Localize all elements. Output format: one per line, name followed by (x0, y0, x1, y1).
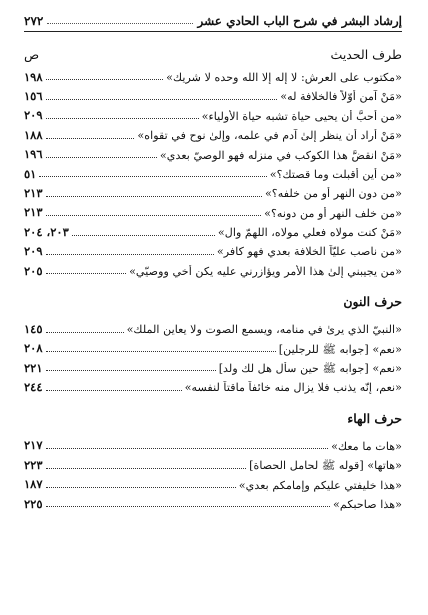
dot-leader (46, 138, 135, 139)
index-section (24, 294, 402, 395)
page-reference: ٢٠٩ (24, 108, 43, 123)
dot-leader (46, 332, 124, 333)
hadith-incipit: «مَنْ آمن أوّلاً فالخلافة له» (280, 90, 402, 104)
book-title: إرشاد البشر في شرح الباب الحادي عشر (197, 14, 402, 28)
dot-leader (46, 118, 199, 119)
hadith-incipit: «من دون النهر أو من خلفه؟» (264, 187, 402, 201)
dot-leader (46, 99, 278, 100)
dot-leader (46, 448, 329, 449)
hadith-incipit: «مكتوب على العرش: لا إله إلا الله وحده لا شريك» (166, 70, 402, 84)
hadith-incipit: «النبيّ الذي يرىٰ في منامه، ويسمع الصوت ولا يعاين الملك» (126, 323, 402, 337)
index-entry (24, 201, 402, 220)
dot-leader (46, 79, 164, 80)
index-entry (24, 162, 402, 181)
hadith-incipit: «من أين أقبلت وما قصتك؟» (269, 167, 402, 181)
index-section (24, 65, 402, 278)
page-reference: ٢٠٩ (24, 244, 43, 259)
hadith-incipit: «نعم» [جوابه ﷺ حين سأل هل لك ولد] (218, 362, 402, 376)
index-entry (24, 375, 402, 394)
hadith-incipit: «من أحبَّ أن يحيى حياة تشبه حياة الأولياء» (201, 109, 402, 123)
page-reference: ٥١ (24, 166, 37, 181)
dot-leader (46, 370, 216, 371)
page-reference: ١٩٨ (24, 69, 43, 84)
hadith-incipit: «مَنْ انقضَّ هذا الكوكب في منزله فهو الوصيّ بعدي» (159, 148, 402, 162)
page-column-label: ص (24, 47, 40, 62)
index-entry (24, 84, 402, 103)
index-section (24, 411, 402, 512)
running-header (24, 0, 402, 32)
hadith-incipit: «من ناصب عليّاً الخلافة بعدي فهو كافر» (216, 245, 402, 259)
dot-leader (39, 176, 266, 177)
index-entry (24, 492, 402, 511)
header-dot-leader (47, 23, 193, 24)
hadith-incipit: «مَنْ أراد أن ينظر إلىٰ آدم في علمه، وإلىٰ نوح في تقواه» (137, 129, 402, 143)
index-entry (24, 65, 402, 84)
column-headings (24, 47, 402, 65)
hadith-incipit: «نعم» [جوابه ﷺ للرجلين] (278, 342, 402, 356)
hadith-incipit: «من يجيبني إلىٰ هذا الأمر ويؤازرني عليه يكن أخي ووصيّي» (129, 264, 402, 278)
index-entry (24, 220, 402, 239)
page-reference: ٢٤٤ (24, 380, 43, 395)
index-entry (24, 181, 402, 200)
page-reference: ١٨٨ (24, 127, 43, 142)
page-reference: ٢١٣ (24, 185, 43, 200)
page-reference: ١٩٦ (24, 147, 43, 162)
page-reference: ١٤٥ (24, 321, 43, 336)
index-entry (24, 317, 402, 336)
hadith-incipit: «مَنْ كنت مولاه فعلي مولاه، اللهمّ وال» (217, 226, 402, 240)
index-entry (24, 123, 402, 142)
dot-leader (46, 390, 182, 391)
page-reference: ٢١٧ (24, 438, 43, 453)
hadith-incipit: «من خلف النهر أو من دونه؟» (264, 206, 402, 220)
index-body (24, 65, 402, 511)
hadith-incipit: «هاتها» [قوله ﷺ لحامل الحصاة] (249, 459, 402, 473)
page-reference: ٢٠٣، ٢٠٤ (24, 224, 69, 239)
index-entry (24, 337, 402, 356)
index-entry (24, 259, 402, 278)
page-reference: ٢٠٨ (24, 341, 43, 356)
index-entry (24, 240, 402, 259)
dot-leader (46, 196, 262, 197)
index-entry (24, 434, 402, 453)
page-number: ٢٧٢ (24, 14, 44, 28)
index-entry (24, 104, 402, 123)
hadith-incipit: «هذا صاحبكم» (333, 497, 402, 511)
term-column-label: طرف الحديث (330, 47, 402, 62)
dot-leader (46, 487, 236, 488)
dot-leader (46, 157, 157, 158)
index-entry (24, 473, 402, 492)
page-reference: ٢٢٥ (24, 496, 43, 511)
dot-leader (72, 235, 215, 236)
hadith-incipit: «هذا خليفتي عليكم وإمامكم بعدي» (238, 478, 402, 492)
page-reference: ٢١٣ (24, 205, 43, 220)
dot-leader (46, 254, 214, 255)
section-title: حرف النون (343, 294, 402, 310)
dot-leader (46, 273, 127, 274)
page-reference: ٢٠٥ (24, 263, 43, 278)
hadith-incipit: «هات ما معك» (331, 439, 402, 453)
page-reference: ٢٢١ (24, 360, 43, 375)
index-entry (24, 143, 402, 162)
page-reference: ١٥٦ (24, 88, 43, 103)
index-entry (24, 356, 402, 375)
section-title: حرف الهاء (347, 410, 402, 426)
dot-leader (46, 215, 262, 216)
dot-leader (46, 351, 276, 352)
dot-leader (46, 506, 331, 507)
index-entry (24, 453, 402, 472)
hadith-incipit: «نعم، إنّه يذنب فلا يزال منه خائفاً ماقتاً لنفسه» (184, 381, 402, 395)
page-reference: ١٨٧ (24, 477, 43, 492)
page-reference: ٢٢٣ (24, 457, 43, 472)
dot-leader (46, 468, 247, 469)
